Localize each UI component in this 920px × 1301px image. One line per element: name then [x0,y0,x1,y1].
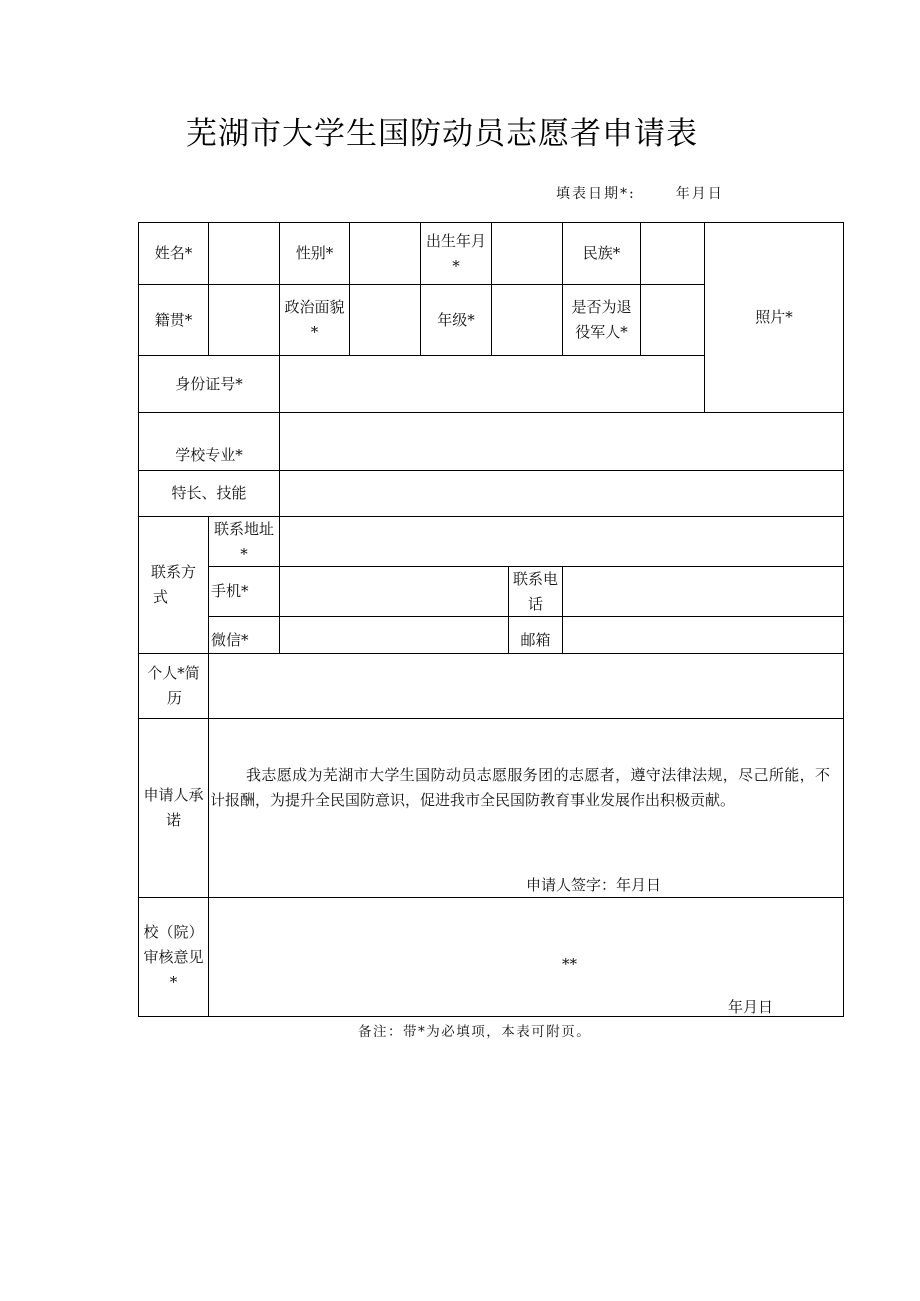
fill-date-label: 填表日期*: [556,186,636,202]
label-veteran: 是否为退 役军人* [571,298,632,341]
phone-field[interactable] [563,567,843,616]
skills-field[interactable] [280,471,843,516]
label-pledge: 申请人承 诺 [143,786,204,829]
label-school-major: 学校专业* [175,446,243,464]
label-birth: 出生年月 * [425,231,486,275]
label-name: 姓名* [154,244,193,262]
label-contact: 联系方 式 [150,563,196,606]
school-major-field[interactable] [280,413,843,470]
pledge-text: 我志愿成为芜湖市大学生国防动员志愿服务团的志愿者，遵守法律法规，尽己所能，不计报酬，为提升全民国防意识，促进我市全民国防教育事业发展作出积极贡献。 [210,766,830,809]
label-review: 校（院） 审核意见 * [143,922,204,991]
id-number-field[interactable] [280,356,704,412]
fill-date [556,183,724,203]
label-address: 联系地址 * [213,519,274,563]
photo-slot[interactable]: 照片* [755,308,793,326]
grade-field[interactable] [492,285,562,355]
label-resume: 个人*简 历 [147,664,200,707]
email-field[interactable] [563,617,843,653]
review-date[interactable]: 年月日 [728,998,774,1016]
veteran-field[interactable] [641,285,704,355]
label-native-place: 籍贯* [154,310,193,329]
resume-field[interactable] [209,654,843,718]
native-place-field[interactable] [209,285,279,355]
ethnicity-field[interactable] [641,223,704,284]
fill-date-value: 年月日 [675,186,724,202]
gender-field[interactable] [350,223,420,284]
label-id-number: 身份证号* [175,374,243,393]
label-ethnicity: 民族* [582,244,621,262]
applicant-signature[interactable]: 申请人签字：年月日 [526,876,662,894]
label-political: 政治面貌 * [284,298,345,341]
political-field[interactable] [350,285,420,355]
label-mobile: 手机* [211,582,249,600]
label-skills: 特长、技能 [171,484,247,502]
address-field[interactable] [280,517,843,566]
birth-field[interactable] [492,223,562,284]
name-field[interactable] [209,223,279,284]
label-email: 邮箱 [520,631,551,649]
mobile-field[interactable] [280,567,508,616]
page-title: 芜湖市大学生国防动员志愿者申请表 [186,116,698,152]
footnote: 备注：带*为必填项，本表可附页。 [358,1024,592,1040]
label-phone: 联系电 话 [512,569,558,613]
review-stars: ** [562,955,577,973]
label-wechat: 微信* [211,631,249,649]
label-gender: 性别* [295,244,334,262]
wechat-field[interactable] [280,617,508,653]
label-grade: 年级* [437,310,475,329]
